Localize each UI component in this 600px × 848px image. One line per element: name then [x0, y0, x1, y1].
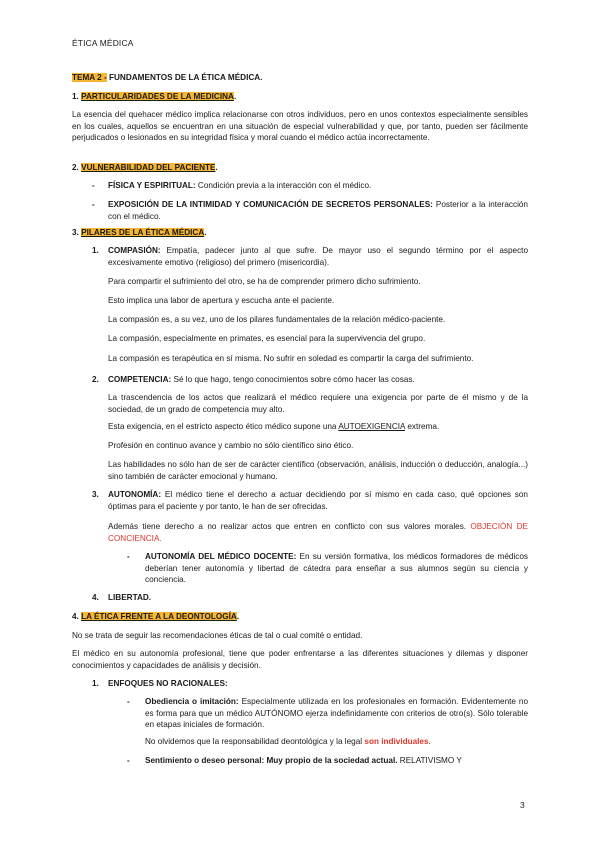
text-fragment: Esta exigencia, en el estricto aspecto ético médico supone una	[108, 422, 339, 431]
competencia-label: COMPETENCIA:	[108, 375, 172, 384]
competencia-paragraph: Profesión en continuo avance y cambio no sólo científico sino ético.	[108, 441, 354, 450]
section-3-heading	[72, 227, 207, 239]
section-2-title: VULNERABILIDAD DEL PACIENTE	[81, 163, 216, 172]
section-1-number: 1.	[72, 92, 82, 101]
item-bold-label: FÍSICA Y ESPIRITUAL:	[108, 181, 196, 190]
competencia-paragraph	[108, 421, 528, 433]
autonomia-paragraph	[108, 521, 528, 544]
compasion-paragraph: La compasión es terapéutica en sí misma. No sufrir en soledad es compartir la carga del sufrimiento.	[108, 354, 474, 363]
list-number: 1.	[92, 679, 99, 688]
compasion-label: COMPASIÓN:	[108, 246, 161, 255]
sentimiento-label: Sentimiento o deseo personal: Muy propio de la sociedad actual.	[145, 756, 398, 765]
son-individuales: son individuales	[364, 737, 429, 746]
autonomia-text: El médico tiene el derecho a actuar decidiendo por sí mismo en cada caso, qué opciones son óptimas para el paciente y por tanto, le han de ser ofrecidas.	[108, 490, 528, 511]
section-2-heading	[72, 162, 218, 174]
item-text: Posterior a la interacción con el médico.	[108, 200, 528, 221]
sub-bullet: -	[127, 552, 130, 561]
enfoque-sentimiento	[145, 755, 528, 767]
list-number: 4.	[92, 593, 99, 602]
list-item	[92, 199, 95, 211]
list-number: 2.	[92, 375, 99, 384]
section-3-number: 3.	[72, 228, 82, 237]
bullet-dash: -	[92, 200, 95, 209]
section-1-paragraph: La esencia del quehacer médico implica relacionarse con otros individuos, pero en unos contextos especialmente sensibles en los cuales, aquellos se encuentran en una situación de especial vulnerabilidad y que, por tanto, pueden ser fácilmente perjudicados o lesionados en su integridad física y moral cuando el médico actúa incorrectamente.	[72, 110, 528, 143]
page-header	[72, 38, 134, 50]
obediencia-text: Especialmente utilizada en los profesionales en formación. Evidentemente no es forma para que un médico AUTÓNOMO ejerza indefinidamente con criterios de otro(s). Sólo tolerable en etapas iniciales de formación.	[145, 697, 529, 730]
list-number: 3.	[92, 490, 99, 499]
section-4-number: 4.	[72, 612, 82, 621]
sentimiento-text: RELATIVISMO Y	[397, 756, 462, 765]
autonomia-label: AUTONOMÍA:	[108, 490, 162, 499]
list-item-text	[108, 180, 528, 192]
text-fragment: No olvidemos que la responsabilidad deontológica y la legal	[145, 737, 365, 746]
list-number: 1.	[92, 246, 99, 255]
section-4-paragraph: El médico en su autonomía profesional, tiene que poder enfrentarse a las diferentes situaciones y dilemas y disponer conocimientos y capacidades de análisis y decisión.	[72, 649, 528, 670]
compasion-paragraph: Esto implica una labor de apertura y escucha ante el paciente.	[108, 296, 335, 305]
item-bold-label: EXPOSICIÓN DE LA INTIMIDAD Y COMUNICACIÓN DE SECRETOS PERSONALES:	[108, 200, 433, 209]
compasion-intro	[108, 245, 528, 268]
section-1-heading	[72, 91, 236, 103]
enfoques-label: ENFOQUES NO RACIONALES:	[108, 679, 228, 688]
list-item	[92, 180, 95, 192]
competencia-text: Sé lo que hago, tengo conocimientos sobre cómo hacer las cosas.	[171, 375, 415, 384]
autonomia-docente-text: En su versión formativa, los médicos formadores de médicos deberían tener autonomía y libertad de cátedra para enseñar a sus alumnos según su ciencia y conciencia.	[145, 552, 528, 585]
sub-bullet: -	[127, 756, 130, 765]
page-number: 3	[520, 800, 525, 810]
compasion-paragraph: La compasión, especialmente en primates, es esencial para la supervivencia del grupo.	[108, 334, 426, 343]
competencia-paragraph: La trascendencia de los actos que realizará el médico requiere una exigencia por parte de él mismo y de la sociedad, de un grado de competencia muy alto.	[108, 393, 528, 414]
section-4-title: LA ÉTICA FRENTE A LA DEONTOLOGÍA	[81, 612, 237, 621]
section-4-paragraph: No se trata de seguir las recomendaciones éticas de tal o cual comité o entidad.	[72, 631, 363, 640]
section-3-title: PILARES DE LA ÉTICA MÉDICA	[81, 228, 205, 237]
responsabilidad-note	[145, 736, 528, 748]
autoexigencia-term: AUTOEXIGENCIA	[338, 422, 406, 431]
enfoque-obediencia	[145, 696, 528, 731]
header-title: ÉTICA MÉDICA	[72, 38, 134, 48]
text-fragment: .	[428, 737, 431, 746]
tema-heading	[72, 72, 262, 84]
compasion-text: Empatía, padecer junto al que sufre. De mayor uso el segundo término por el aspecto excesivamente emotivo (religioso) del primero (misericordia).	[108, 246, 528, 267]
autonomia-docente-label: AUTONOMÍA DEL MÉDICO DOCENTE:	[145, 552, 297, 561]
section-4-dot: .	[236, 612, 240, 621]
libertad-label: LIBERTAD.	[108, 593, 152, 602]
obediencia-label: Obediencia o imitación:	[145, 697, 239, 706]
autonomia-intro	[108, 489, 528, 512]
section-2-number: 2.	[72, 163, 82, 172]
item-text: Condición previa a la interacción con el médico.	[195, 181, 372, 190]
section-1-dot: .	[233, 92, 237, 101]
tema-label: TEMA 2 -	[72, 73, 107, 82]
section-3-dot: .	[204, 228, 207, 237]
bullet-dash: -	[92, 181, 95, 190]
section-4-heading	[72, 611, 239, 623]
list-item-text	[108, 199, 528, 222]
autonomia-docente	[145, 551, 528, 586]
section-1-title: PARTICULARIDADES DE LA MEDICINA	[81, 92, 234, 101]
competencia-paragraph: Las habilidades no sólo han de ser de carácter científico (observación, análisis, inducción o deducción, analogía...) sino también de carácter emocional y humano.	[108, 460, 528, 481]
text-fragment: extrema.	[405, 422, 440, 431]
compasion-paragraph: La compasión es, a su vez, uno de los pilares fundamentales de la relación médico-paciente.	[108, 315, 446, 324]
section-2-dot: .	[215, 163, 218, 172]
sub-bullet: -	[127, 697, 130, 706]
tema-title: FUNDAMENTOS DE LA ÉTICA MÉDICA.	[106, 73, 263, 82]
text-fragment: Además tiene derecho a no realizar actos que entren en conflicto con sus valores morales.	[108, 522, 471, 531]
competencia-intro	[108, 374, 528, 386]
objecion-conciencia: OBJECIÓN DE CONCIENCIA.	[108, 522, 528, 543]
compasion-paragraph: Para compartir el sufrimiento del otro, se ha de comprender primero dicho sufrimiento.	[108, 277, 421, 286]
